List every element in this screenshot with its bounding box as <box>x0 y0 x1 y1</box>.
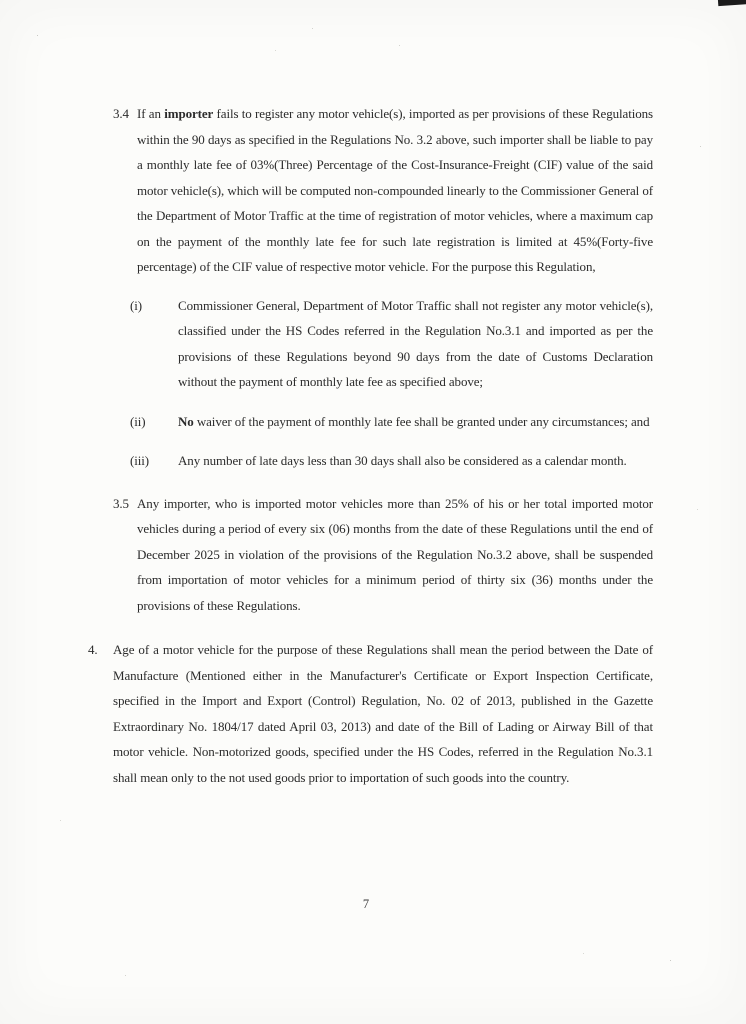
subitem-i <box>130 293 653 395</box>
page-footer <box>0 897 732 912</box>
paragraph-3-4-text-post: fails to register any motor vehicle(s), imported as per provisions of these Regulations within the 90 days as specified in the Regulations No. 3.2 above, such importer shall be liable to pay a monthly late fee of 03%(Three) Percentage of the Cost-Insurance-Freight (CIF) value of the said motor vehicle(s), which will be computed non-compounded linearly to the Commissioner General of the Department of Motor Traffic at the time of registration of motor vehicles, where a maximum cap on the payment of the monthly late fee for such late registration is limited at 45%(Forty-five percentage) of the CIF value of respective motor vehicle. For the purpose this Regulation, <box>137 106 653 274</box>
paragraph-3-4-bold-term: importer <box>164 106 214 121</box>
subitem-iii-text: Any number of late days less than 30 days shall also be considered as a calendar month. <box>178 453 627 468</box>
paragraph-3-4 <box>113 101 653 280</box>
paragraph-4-number: 4. <box>88 642 98 657</box>
paragraph-4-text: Age of a motor vehicle for the purpose of these Regulations shall mean the period between the Date of Manufacture (Mentioned either in the Manufacturer's Certificate or Export Inspection Certificate, specified in the Import and Export (Control) Regulation, No. 02 of 2013, published in the Gazette Extraordinary No. 1804/17 dated April 03, 2013) and date of the Bill of Lading or Airway Bill of that motor vehicle. Non-motorized goods, specified under the HS Codes, referred in the Regulation No.3.1 shall mean only to the not used goods prior to importation of such goods into the country. <box>113 642 653 785</box>
scan-corner-mark <box>718 0 746 6</box>
subitem-ii-marker: (ii) <box>130 413 146 429</box>
scan-speckles <box>0 0 1 1</box>
subitem-ii-text-post: waiver of the payment of monthly late fee shall be granted under any circumstances; and <box>193 413 650 429</box>
paragraph-3-5 <box>113 491 653 619</box>
page-number: 7 <box>362 897 370 911</box>
subitem-iii-marker: (iii) <box>130 453 149 468</box>
subitem-ii-bold-term: No <box>178 413 194 429</box>
page-content <box>0 101 746 790</box>
subitem-ii-text <box>178 409 653 435</box>
subitem-i-text: Commissioner General, Department of Motor Traffic shall not register any motor vehicle(s), classified under the HS Codes referred in the Regulation No.3.1 and imported as per the provisions of these Regulations beyond 90 days from the date of Customs Declaration without the payment of monthly late fee as specified above; <box>178 297 653 389</box>
paragraph-3-4-text <box>137 101 653 280</box>
paragraph-3-5-number: 3.5 <box>113 495 129 511</box>
subitem-iii <box>130 448 653 474</box>
subitem-ii <box>130 409 653 435</box>
subitem-i-marker: (i) <box>130 297 142 313</box>
paragraph-3-4-text-pre: If an <box>137 106 165 121</box>
paragraph-3-5-text: Any importer, who is imported motor vehicles more than 25% of his or her total imported motor vehicles during a period of every six (06) months from the date of these Regulations until the end of December 2025 in violation of the provisions of the Regulation No.3.2 above, shall be suspended from importation of motor vehicles for a minimum period of thirty six (36) months under the provisions of these Regulations. <box>137 495 653 613</box>
paragraph-4 <box>88 637 653 790</box>
paragraph-3-4-number: 3.4 <box>113 106 129 121</box>
